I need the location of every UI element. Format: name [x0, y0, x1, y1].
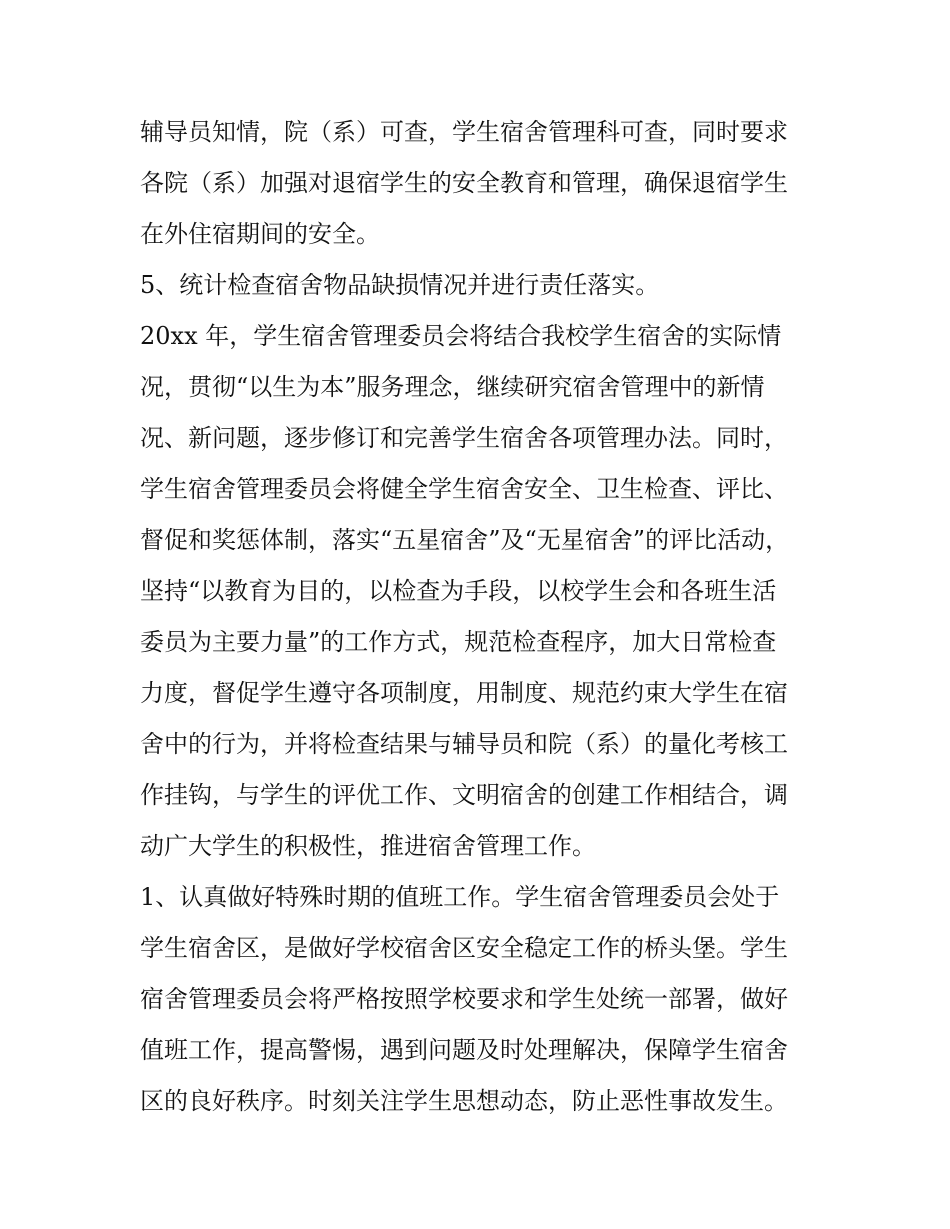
- text-line: 作挂钩，与学生的评优工作、文明宿舍的创建工作相结合，调: [140, 781, 788, 809]
- text-line: 舍中的行为，并将检查结果与辅导员和院（系）的量化考核工: [140, 730, 788, 758]
- text-line: 坚持“以教育为目的，以检查为手段，以校学生会和各班生活: [140, 577, 777, 605]
- text-line: 宿舍管理委员会将严格按照学校要求和学生处统一部署，做好: [140, 985, 788, 1013]
- text-line: 委员为主要力量”的工作方式，规范检查程序，加大日常检查: [140, 628, 777, 656]
- text-line: 动广大学生的积极性，推进宿舍管理工作。: [140, 832, 596, 860]
- text-line: 5、统计检查宿舍物品缺损情况并进行责任落实。: [140, 271, 660, 299]
- text-line: 况，贯彻“以生为本”服务理念，继续研究宿舍管理中的新情: [140, 373, 765, 401]
- text-line: 辅导员知情，院（系）可查，学生宿舍管理科可查，同时要求: [140, 118, 788, 146]
- text-line: 1、认真做好特殊时期的值班工作。学生宿舍管理委员会处于: [140, 883, 780, 911]
- text-line: 区的良好秩序。时刻关注学生思想动态，防止恶性事故发生。: [140, 1087, 788, 1115]
- text-line: 各院（系）加强对退宿学生的安全教育和管理，确保退宿学生: [140, 169, 788, 197]
- text-line: 在外住宿期间的安全。: [140, 220, 380, 248]
- text-line: 学生宿舍管理委员会将健全学生宿舍安全、卫生检查、评比、: [140, 475, 788, 503]
- document-body: [140, 107, 820, 1127]
- text-line: 学生宿舍区，是做好学校宿舍区安全稳定工作的桥头堡。学生: [140, 934, 788, 962]
- text-line: 值班工作，提高警惕，遇到问题及时处理解决，保障学生宿舍: [140, 1036, 788, 1064]
- text-line: 力度，督促学生遵守各项制度，用制度、规范约束大学生在宿: [140, 679, 788, 707]
- text-line: 况、新问题，逐步修订和完善学生宿舍各项管理办法。同时，: [140, 424, 788, 452]
- text-line: 督促和奖惩体制，落实“五星宿舍”及“无星宿舍”的评比活动，: [140, 526, 790, 554]
- text-line: 20xx 年，学生宿舍管理委员会将结合我校学生宿舍的实际情: [140, 322, 782, 350]
